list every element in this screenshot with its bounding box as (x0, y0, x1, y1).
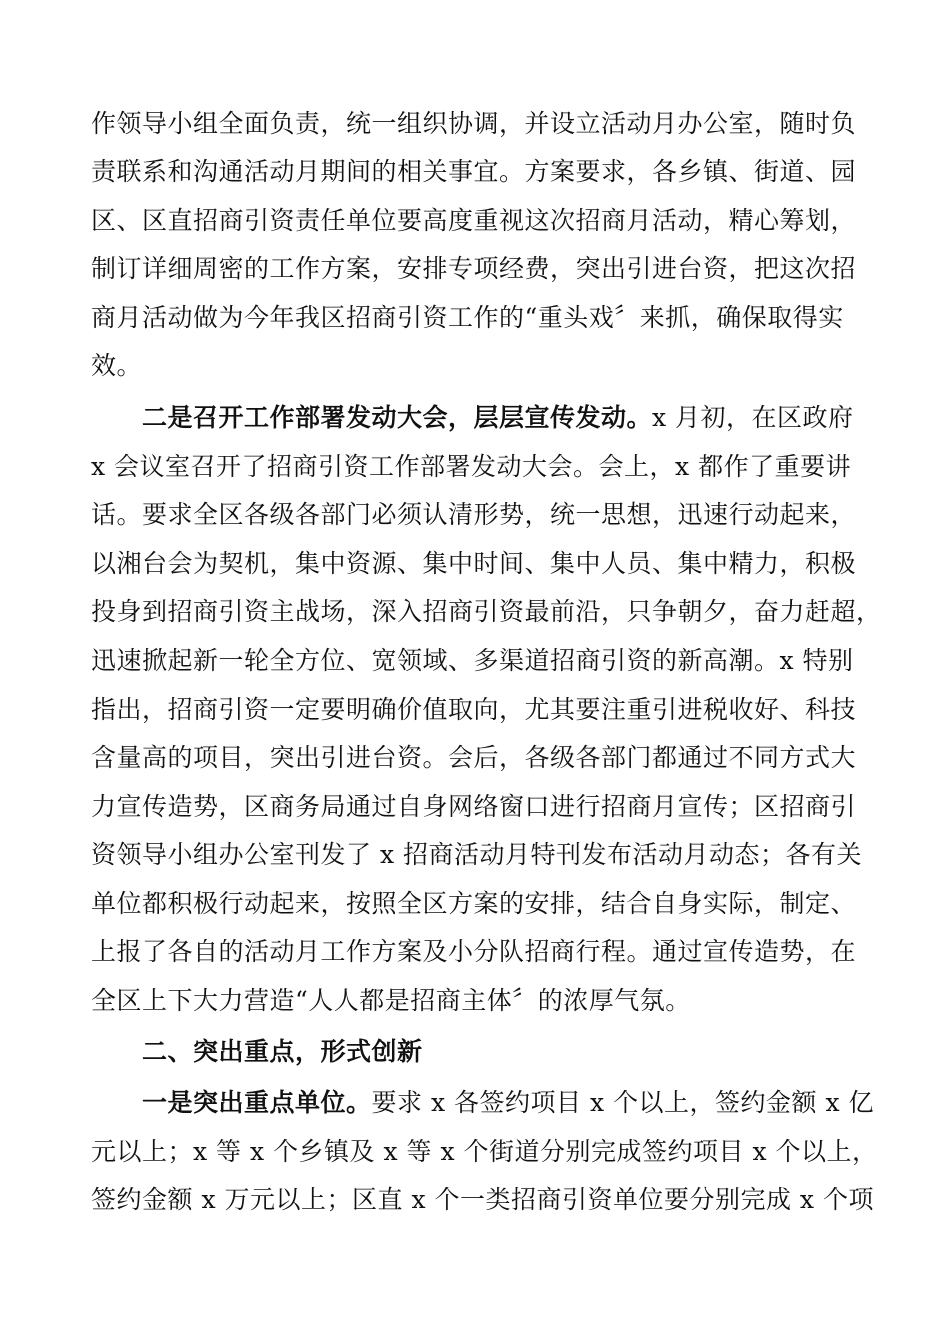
paragraph-2-line-4: 以湘台会为契机，集中资源、集中时间、集中人员、集中精力，积极 (91, 549, 857, 578)
paragraph-2-line-3: 话。要求全区各级各部门必须认清形势，统一思想，迅速行动起来， (91, 500, 857, 529)
paragraph-2-line-11: 单位都积极行动起来，按照全区方案的安排，结合自身实际，制定、 (91, 889, 857, 918)
paragraph-2-line-6: 迅速掀起新一轮全方位、宽领域、多渠道招商引资的新高潮。x 特别 (91, 646, 854, 675)
paragraph-3-lead-text: 要求 x 各签约项目 x 个以上，签约金额 x 亿 (371, 1088, 874, 1117)
paragraph-3-lead-heading: 一是突出重点单位。 (142, 1088, 372, 1117)
paragraph-2-line-5: 投身到招商引资主战场，深入招商引资最前沿，只争朝夕，奋力赶超， (91, 597, 882, 626)
paragraph-3-line-3: 签约金额 x 万元以上；区直 x 个一类招商引资单位要分别完成 x 个项 (91, 1185, 874, 1214)
paragraph-2-line-13: 全区上下大力营造“人人都是招商主体〞的浓厚气氛。 (91, 986, 691, 1015)
paragraph-1-line-4: 制订详细周密的工作方案，安排专项经费，突出引进台资，把这次招 (91, 254, 857, 283)
paragraph-1-line-6: 效。 (91, 351, 143, 380)
paragraph-2-line-7: 指出，招商引资一定要明确价值取向，尤其要注重引进税收好、科技 (91, 695, 857, 724)
paragraph-2-lead-text: x 月初，在区政府 (652, 403, 854, 432)
paragraph-1-line-1: 作领导小组全面负责，统一组织协调，并设立活动月办公室，随时负 (91, 109, 857, 138)
paragraph-2-line-10: 资领导小组办公室刊发了 x 招商活动月特刊发布活动月动态；各有关 (91, 840, 862, 869)
paragraph-2-line-12: 上报了各自的活动月工作方案及小分队招商行程。通过宣传造势，在 (91, 937, 857, 966)
paragraph-3-line-2: 元以上；x 等 x 个乡镇及 x 等 x 个街道分别完成签约项目 x 个以上， (91, 1137, 878, 1166)
paragraph-1-line-3: 区、区直招商引资责任单位要高度重视这次招商月活动，精心筹划， (91, 206, 857, 235)
paragraph-2-lead-heading: 二是召开工作部署发动大会，层层宣传发动。 (142, 403, 653, 432)
paragraph-2-first-line (142, 398, 854, 438)
paragraph-2-line-8: 含量高的项目，突出引进台资。会后，各级各部门都通过不同方式大 (91, 743, 857, 772)
section-heading: 二、突出重点，形式创新 (142, 1037, 423, 1066)
paragraph-3-first-line (142, 1083, 874, 1123)
paragraph-1-line-5: 商月活动做为今年我区招商引资工作的“重头戏〞来抓，确保取得实 (91, 303, 844, 332)
paragraph-2-line-9: 力宣传造势，区商务局通过自身网络窗口进行招商月宣传；区招商引 (91, 792, 857, 821)
paragraph-2-line-2: x 会议室召开了招商引资工作部署发动大会。会上，x 都作了重要讲 (91, 452, 852, 481)
paragraph-1-line-2: 责联系和沟通活动月期间的相关事宜。方案要求，各乡镇、街道、园 (91, 157, 857, 186)
